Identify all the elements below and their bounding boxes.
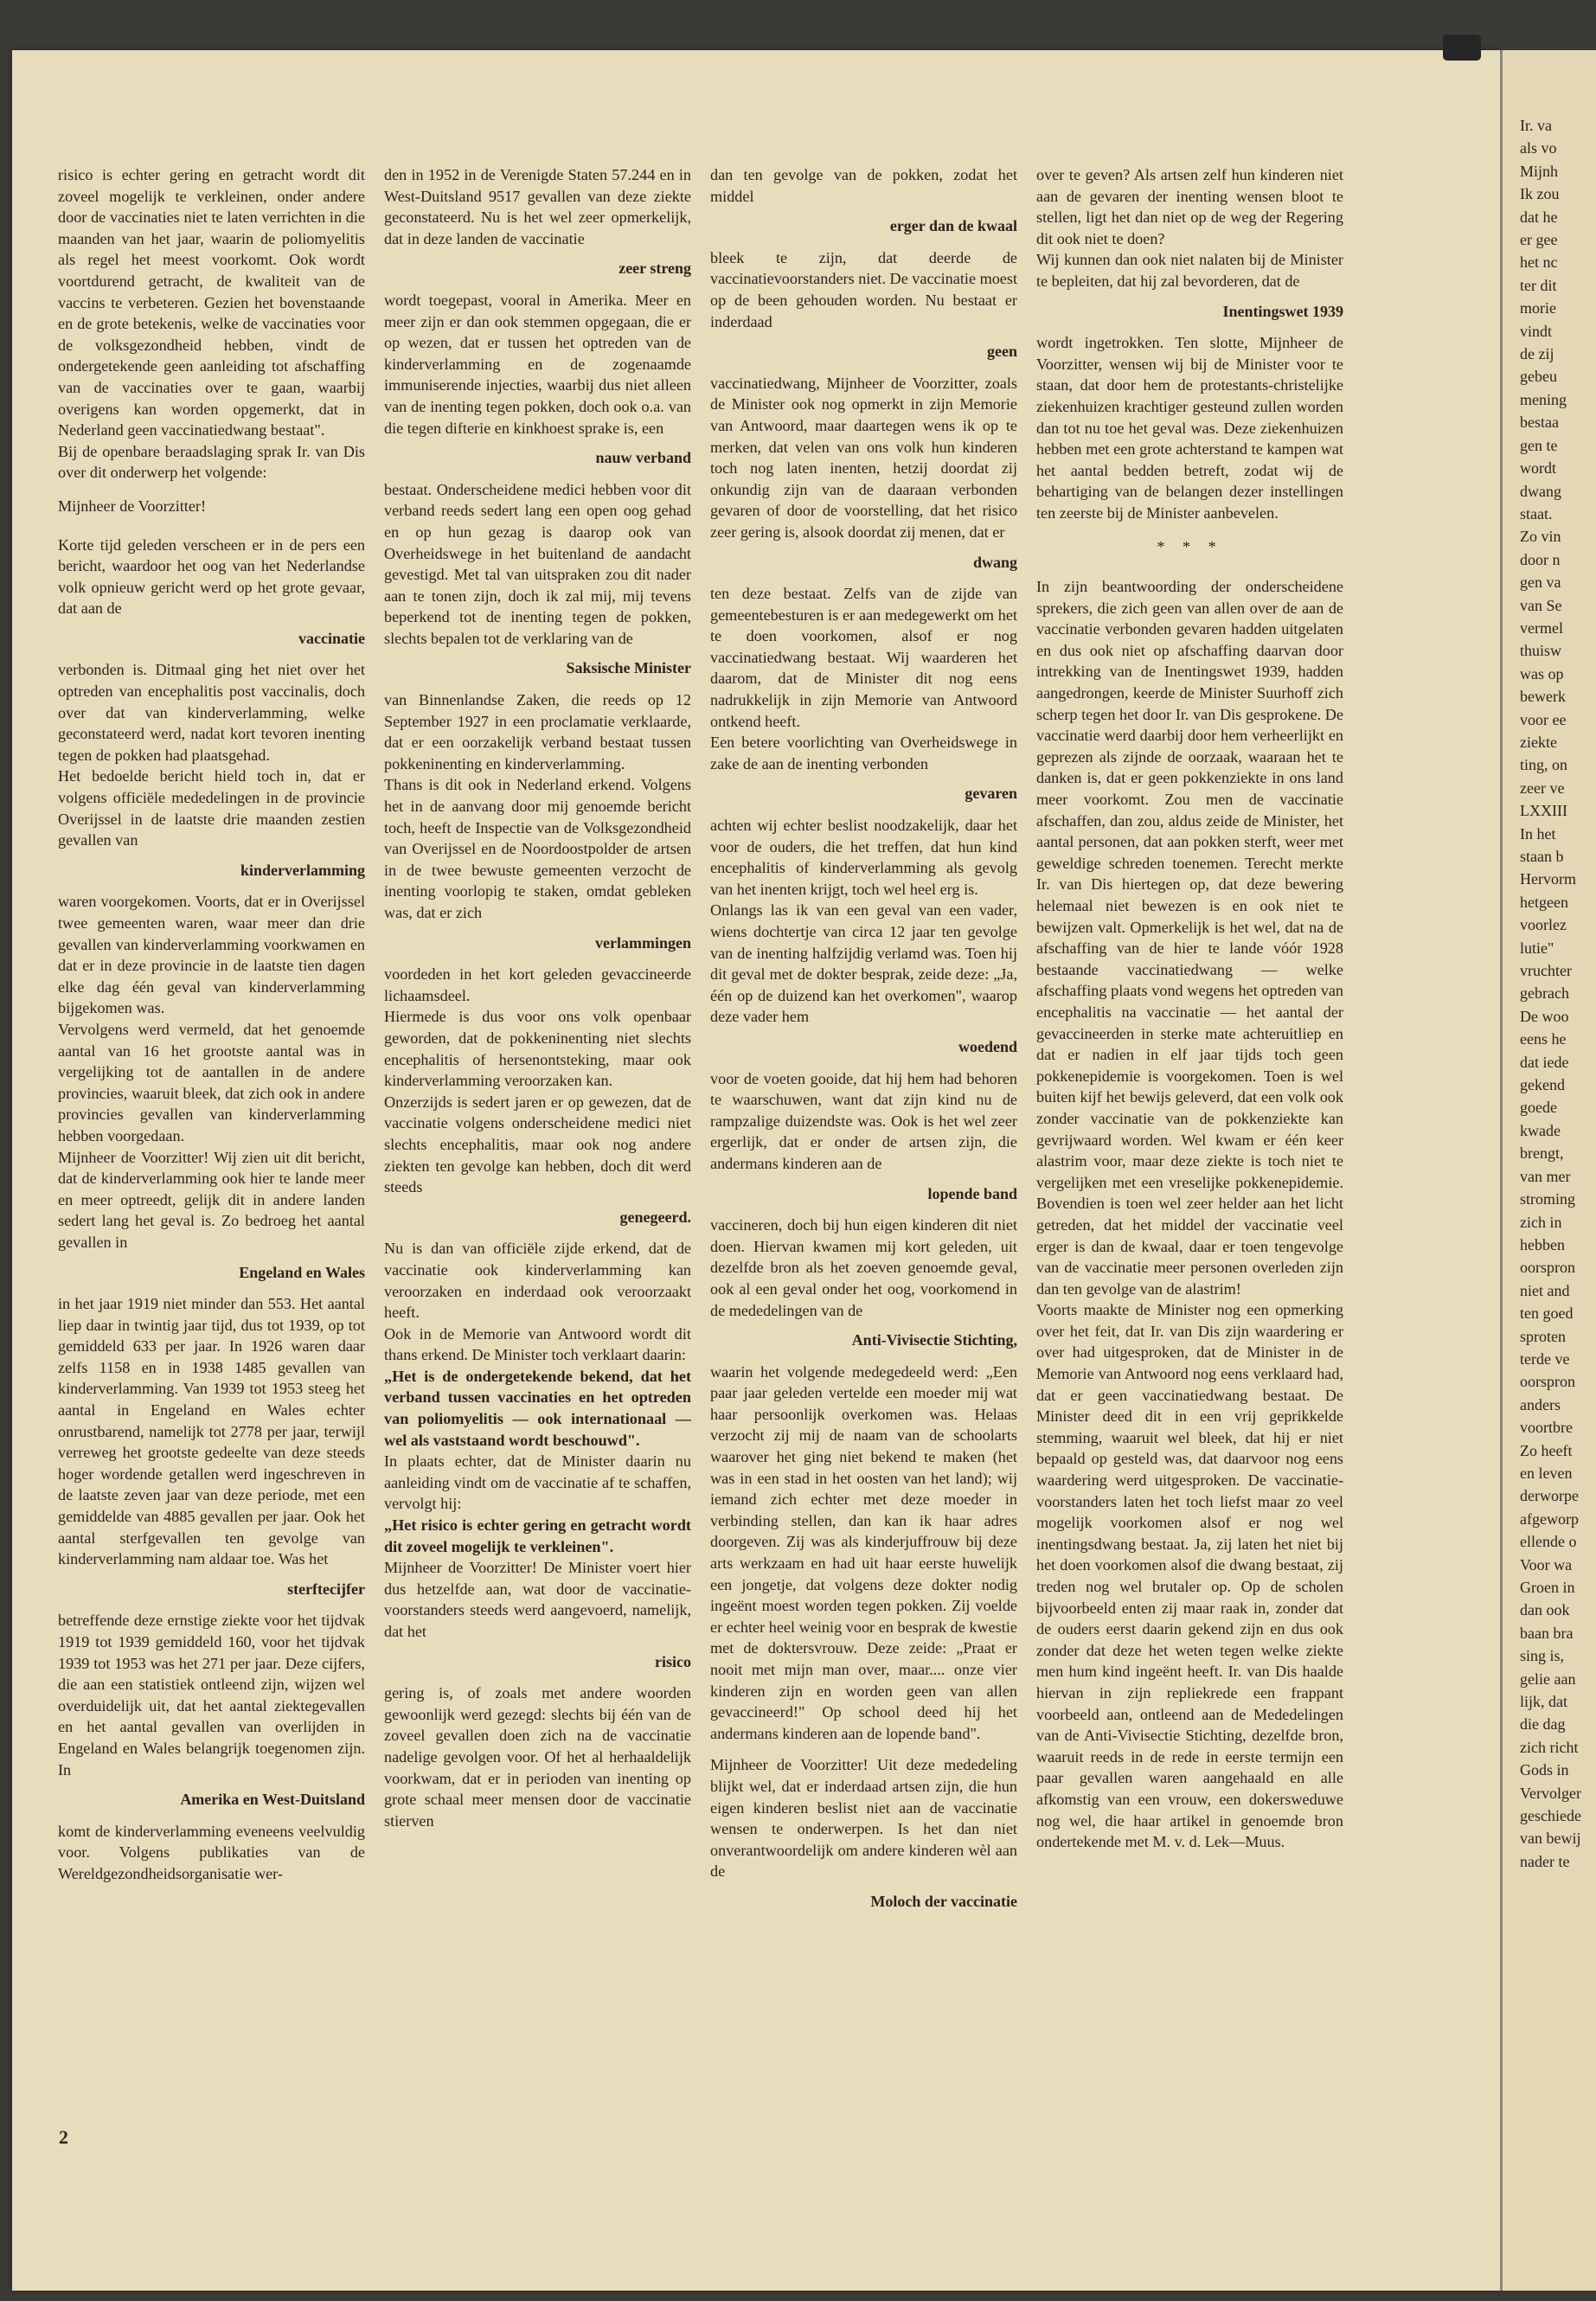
subheading: gevaren xyxy=(965,785,1017,803)
next-page-line: In het xyxy=(1520,824,1556,843)
next-page-line: dwang xyxy=(1520,482,1561,500)
subheading: lopende band xyxy=(927,1184,1017,1202)
next-page-line: door n xyxy=(1520,550,1561,568)
next-page-line: vermel xyxy=(1520,619,1563,637)
next-page-edge xyxy=(1500,50,1596,2291)
column-1 xyxy=(58,164,365,1885)
next-page-line: ter dit xyxy=(1520,276,1557,294)
subheading: verlammingen xyxy=(595,933,691,952)
next-page-line: dat he xyxy=(1520,208,1558,226)
paragraph: vaccinatiedwang, Mijnheer de Voorzitter, zoals de Minister ook nog opmerkt in zijn Memorie van Antwoord, maar daartegen wens ik op te merken, dat velen van ons volk hun kinderen toch nog laten inenten, hetzij doordat zij onkundig zijn van de daaraan verbonden gevaren of door de voorstelling, dat het risico zeer gering is, alsook doordat zij menen, dat er xyxy=(710,374,1017,541)
paragraph: Onlangs las ik van een geval van een vader, wiens dochtertje van circa 12 jaar ten gevolge van de inenting halfzijdig verlamd was. Toen hij dit geval met de dokter besprak, zeide deze: „Ja, één op de duizend kan het overkomen", waarop deze vader hem xyxy=(710,901,1017,1026)
next-page-line: niet and xyxy=(1520,1281,1570,1299)
page-number: 2 xyxy=(59,2126,68,2148)
next-page-line: sproten xyxy=(1520,1327,1566,1345)
paragraph: van Binnenlandse Zaken, die reeds op 12 September 1927 in een proclamatie verklaarde, dat er een oorzakelijk verband bestaat tussen pokkeninenting en kinderverlamming. xyxy=(384,691,691,772)
newspaper-page xyxy=(12,50,1500,2291)
next-page-line: staan b xyxy=(1520,848,1564,865)
next-page-line: ellende o xyxy=(1520,1533,1577,1551)
next-page-line: ten goed xyxy=(1520,1304,1574,1323)
quotation: „Het risico is echter gering en getracht wordt dit zoveel mogelijk te verkleinen". xyxy=(384,1516,691,1555)
next-page-line: dan ook xyxy=(1520,1601,1570,1619)
next-page-line: afgeworp xyxy=(1520,1509,1579,1528)
subheading: nauw verband xyxy=(595,449,691,467)
next-page-line: dat iede xyxy=(1520,1053,1569,1071)
quotation: „Het is de ondergetekende bekend, dat het verband tussen vaccinaties en het optreden van poliomyelitis — ook internationaal — wel als vaststaand wordt beschouwd". xyxy=(384,1367,691,1449)
next-page-line: voortbre xyxy=(1520,1419,1573,1437)
next-page-line: er gee xyxy=(1520,231,1558,249)
next-page-line: van bewij xyxy=(1520,1830,1581,1848)
next-page-line: Mijnh xyxy=(1520,162,1559,180)
next-page-line: lijk, dat xyxy=(1520,1693,1567,1711)
next-page-line: baan bra xyxy=(1520,1624,1574,1642)
next-page-line: anders xyxy=(1520,1395,1561,1413)
paragraph: Een betere voorlichting van Overheidswege in zake de aan de inenting verbonden xyxy=(710,734,1017,772)
next-page-line: stroming xyxy=(1520,1190,1576,1208)
next-page-line: de zij xyxy=(1520,345,1554,363)
next-page-line: brengt, xyxy=(1520,1144,1564,1163)
paragraph: Wij kunnen dan ook niet nalaten bij de Minister te bepleiten, dat hij zal bevorderen, dat de xyxy=(1036,251,1343,290)
subheading: Engeland en Wales xyxy=(239,1263,365,1281)
next-page-line: Hervorm xyxy=(1520,870,1576,888)
subheading: sterftecijfer xyxy=(287,1580,365,1598)
next-page-line: sing is, xyxy=(1520,1647,1565,1665)
next-page-line: Gods in xyxy=(1520,1761,1569,1779)
column-4 xyxy=(1036,164,1343,1853)
paragraph: den in 1952 in de Verenigde Staten 57.244 en in West-Duitsland 9517 gevallen van deze ziekte geconstateerd. Nu is het wel zeer opmerkelijk, dat in deze landen de vaccinatie xyxy=(384,166,691,247)
next-page-line: ziekte xyxy=(1520,733,1557,751)
next-page-fragments xyxy=(1520,114,1596,1873)
paragraph: Nu is dan van officiële zijde erkend, dat de vaccinatie ook kinderverlamming kan veroorzaken en inderdaad ook veroorzaakt heeft. xyxy=(384,1240,691,1322)
subheading: zeer streng xyxy=(619,260,691,278)
next-page-line: gen te xyxy=(1520,436,1558,454)
subheading: Saksische Minister xyxy=(566,659,691,677)
next-page-line: thuisw xyxy=(1520,642,1562,660)
next-page-line: derworpe xyxy=(1520,1487,1579,1505)
paragraph: Vervolgens werd vermeld, dat het genoemde aantal van 16 het grootste aantal was in vergelijking tot de aantallen in de andere provincies, waaruit bleek, dat zich ook in andere provincies gevallen van kinderverlamming hebben voorgedaan. xyxy=(58,1020,365,1144)
paragraph: ten deze bestaat. Zelfs van de zijde van gemeentebesturen is er aan medegewerkt om het te doen voorkomen, alsof er nog vaccinatiedwang bestaat. Wij waarderen het daarom, dat de Minister dit nog eens nadrukkelijk in zijn Memorie van Antwoord ontkend heeft. xyxy=(710,585,1017,730)
next-page-line: goede xyxy=(1520,1099,1557,1117)
subheading: Inentingswet 1939 xyxy=(1222,302,1343,320)
next-page-line: morie xyxy=(1520,299,1556,317)
paragraph: bestaat. Onderscheidene medici hebben voor dit verband reeds sedert lang een open oog gehad en op hun gezag is daarop ook van Overheidswege in het buitenland de aandacht gevestigd. Met tal van uitspraken zou dit nader aan te tonen zijn, doch ik zal mij, mij tevens beperkend tot de inenting tegen de pokken, slechts bepalen tot de verklaring van de xyxy=(384,480,691,647)
subheading: Moloch der vaccinatie xyxy=(870,1892,1017,1910)
next-page-line: oorspron xyxy=(1520,1373,1575,1391)
paragraph: over te geven? Als artsen zelf hun kinderen niet aan de gevaren der inenting wensen bloot te stellen, ligt het dan niet op de weg der Regering dit ook niet te doen? xyxy=(1036,166,1343,247)
next-page-line: staat. xyxy=(1520,504,1553,522)
paragraph: achten wij echter beslist noodzakelijk, daar het voor de ouders, die het treffen, dat hun kind encephalitis of kinderverlamming als gevolg van het inenten krijgt, toch wel heel erg is. xyxy=(710,817,1017,898)
subheading: Amerika en West-Duitsland xyxy=(180,1791,365,1809)
next-page-line: Groen in xyxy=(1520,1579,1575,1596)
next-page-line: Ik zou xyxy=(1520,185,1560,203)
next-page-line: Zo heeft xyxy=(1520,1441,1573,1459)
next-page-line: van Se xyxy=(1520,596,1562,614)
next-page-line: Voor wa xyxy=(1520,1555,1573,1574)
subheading: dwang xyxy=(972,553,1017,571)
next-page-line: bestaa xyxy=(1520,413,1559,432)
next-page-line: die dag xyxy=(1520,1715,1566,1734)
paragraph: betreffende deze ernstige ziekte voor het tijdvak 1919 tot 1939 gemiddeld 160, voor het tijdvak 1939 tot 1953 was het 271 per jaar. Deze cijfers, die aan een statistiek ontleend zijn, wijzen wel overduidelijk uit, dat het aantal ziektegevallen en het aantal gevallen van overlijden in Engeland en Wales belangrijk toegenomen zijn. In xyxy=(58,1612,365,1779)
subheading: kinderverlamming xyxy=(240,861,365,879)
salutation: Mijnheer de Voorzitter! xyxy=(58,497,207,515)
paragraph: voor de voeten gooide, dat hij hem had behoren te waarschuwen, want dat zijn kind nu de rampzalige duizendste was. Ook is het wel zeer ergerlijk, dat er onder de artsen zijn, die andermans kinderen aan de xyxy=(710,1069,1017,1172)
paragraph: Mijnheer de Voorzitter! Wij zien uit dit bericht, dat de kinderverlamming ook hier te lande meer en meer optreedt, gelijk dit in andere landen sedert lang het geval is. Zo bedroeg het aantal gevallen in xyxy=(58,1148,365,1251)
paragraph: Het bedoelde bericht hield toch in, dat er volgens officiële mededelingen in de provincie Overijssel in de laatste drie maanden zestien gevallen van xyxy=(58,767,365,849)
paragraph: Voorts maakte de Minister nog een opmerking over het feit, dat Ir. van Dis zijn waardering er over had uitgesproken, dat de Minister in de Memorie van Antwoord nog eens verklaard had, dat er geen vaccinatiedwang bestaat. De Minister deed dit in een vrij geprikkelde stemming, waaruit wel bleek, dat hij er niet bepaald op gesteld was, dat daarvoor nog eens waardering werd uitgesproken. De vaccinatie-voorstanders laten het toch liefst maar zo veel mogelijk voorkomen alsof er nog wel inentingsdwang bestaat. Ja, zij laten het niet bij het doen voorkomen alsof die dwang bestaat, zij treden nog wel brutaler op. Op de scholen bijvoorbeeld enten zij maar raak in, zonder dat de ouders eerst daarin gekend zijn en dus ook zonder dat deze het weten tegen welke ziekte men hum kind ingeënt heeft. Ir. van Dis haalde hiervan in zijn repliekrede een frappant voorbeeld aan, ontleend aan de Mededelingen van de Anti-Vivisectie Stichting, dezelfde bron, waaruit reeds in de rede in eerste termijn een paar gevallen waren aangehaald en alle afkomstig van een vrouw, een dokersweduwe nog wel, die haar artikel in genoemde bron ondertekende met M. v. d. Lek—Muus. xyxy=(1036,1301,1343,1851)
next-page-line: vruchter xyxy=(1520,962,1572,980)
paragraph: In plaats echter, dat de Minister daarin nu aanleiding vindt om de vaccinatie af te schaffen, vervolgt hij: xyxy=(384,1452,691,1513)
column-3 xyxy=(710,164,1017,1923)
next-page-line: voorlez xyxy=(1520,916,1567,934)
paragraph: wordt ingetrokken. Ten slotte, Mijnheer de Voorzitter, wensen wij bij de Minister voor te staan, dat door hem de protestants-christelijke ziekenhuizen krachtiger gesteund zullen worden dan tot nu toe het geval was. Deze ziekenhuizen hebben met een grote achterstand te kampen wat het aantal bedden betreft, zodat wij de behartiging van de belangen dezer instellingen ten zeerste bij de Minister aanbevelen. xyxy=(1036,334,1343,522)
next-page-line: ting, on xyxy=(1520,756,1568,774)
next-page-line: van mer xyxy=(1520,1167,1571,1185)
next-page-line: mening xyxy=(1520,390,1567,408)
paragraph: Ook in de Memorie van Antwoord wordt dit thans erkend. De Minister toch verklaart daarin: xyxy=(384,1324,691,1364)
next-page-line: LXXIII xyxy=(1520,802,1567,820)
paragraph: waren voorgekomen. Voorts, dat er in Overijssel twee gemeenten waren, waar meer dan drie gevallen van kinderverlamming voorkwamen en dat er in deze provincie in de laatste tien dagen elke dag één geval van kinderverlamming bijgekomen was. xyxy=(58,893,365,1017)
subheading: geen xyxy=(987,343,1017,361)
next-page-line: zich richt xyxy=(1520,1738,1579,1756)
next-page-line: gen va xyxy=(1520,574,1561,592)
paragraph: vaccineren, doch bij hun eigen kinderen dit niet doen. Hiervan kwamen mij kort geleden, uit dezelfde bron als het zoeven genoemde geval, ook al een geval onder het oog, voorkomend in de mededelingen van de xyxy=(710,1216,1017,1319)
paragraph: komt de kinderverlamming eveneens veelvuldig voor. Volgens publikaties van de Wereldgezondheidsorganisatie wer- xyxy=(58,1822,365,1882)
next-page-line: voor ee xyxy=(1520,710,1567,728)
paragraph: wordt toegepast, vooral in Amerika. Meer en meer zijn er dan ook stemmen opgegaan, die er op wezen, dat er tussen het optreden van de kinderverlamming en de zogenaamde immuniserende injecties, waarbij dus niet alleen van de inenting tegen pokken, doch ook o.a. van die tegen difterie en kinkhoest sprake is, een xyxy=(384,291,691,437)
next-page-line: oorspron xyxy=(1520,1259,1575,1277)
subheading: woedend xyxy=(958,1037,1017,1055)
next-page-line: gebrach xyxy=(1520,984,1569,1003)
next-page-line: lutie" xyxy=(1520,939,1554,957)
paragraph: risico is echter gering en getracht wordt dit zoveel mogelijk te verkleinen, onder andere door de vaccinaties niet te laten verrichten in die maanden van het jaar, waarin de poliomyelitis als regel het meest voorkomt. Ook wordt voortdurend getracht, de kwaliteit van de vaccins te verbeteren. Gezien het bovenstaande en de grote betekenis, welke de vaccinaties voor de volksgezondheid hebben, vindt de ondergetekende geen aanleiding tot afschaffing van de vaccinaties over te gaan, waarbij overigens kan worden opgemerkt, dat in Nederland geen vaccinatiedwang bestaat". xyxy=(58,166,365,439)
next-page-line: vindt xyxy=(1520,322,1553,340)
next-page-line: als vo xyxy=(1520,139,1557,157)
next-page-line: het nc xyxy=(1520,253,1558,272)
next-page-line: terde ve xyxy=(1520,1349,1570,1368)
next-page-line: nader te xyxy=(1520,1852,1570,1870)
next-page-line: De woo xyxy=(1520,1007,1569,1025)
paragraph: Korte tijd geleden verscheen er in de pers een bericht, waardoor het oog van het Nederlandse volk opnieuw gericht werd op het grote gevaar, dat aan de xyxy=(58,535,365,618)
next-page-line: hetgeen xyxy=(1520,893,1568,911)
paragraph: gering is, of zoals met andere woorden gewoonlijk werd gezegd: slechts bij één van de zoveel gevallen doen zich na de vaccinatie nadelige gevolgen voor. Of het al herhaaldelijk voorkwam, dat er in perioden van inenting op grote schaal meer mensen door de vaccinatie stierven xyxy=(384,1684,691,1830)
subheading: erger dan de kwaal xyxy=(889,217,1017,235)
subheading: Anti-Vivisectie Stichting, xyxy=(851,1331,1017,1349)
paragraph: Thans is dit ook in Nederland erkend. Volgens het in de aanvang door mij genoemde bericht toch, heeft de Inspectie van de Volksgezondheid van Overijssel en de Noordoostpolder de artsen in de twee bewuste gemeenten verzocht de inenting voorlopig te staken, omdat gebleken was, dat er zich xyxy=(384,776,691,921)
subheading: risico xyxy=(655,1652,691,1670)
next-page-line: Vervolger xyxy=(1520,1784,1581,1802)
next-page-line: bewerk xyxy=(1520,688,1566,706)
next-page-line: gekend xyxy=(1520,1076,1565,1094)
paragraph: Mijnheer de Voorzitter! Uit deze mededeling blijkt wel, dat er inderdaad artsen zijn, die hun eigen kinderen beslist niet aan de vaccinatie wensen te onderwerpen. Is het dan niet onverantwoordelijk om andere kinderen wèl aan de xyxy=(710,1756,1017,1881)
next-page-line: geschiede xyxy=(1520,1807,1581,1825)
paragraph: In zijn beantwoording der onderscheidene sprekers, die zich geen van allen over de aan de vaccinatie verbonden gevaren hadden uitgelaten en dus ook niet op afschaffing daarvan door intrekking van de Inentingswet 1939, hadden aangedrongen, keerde de Minister Suurhoff zich scherp tegen het door Ir. van Dis gesprokene. De vaccinatie werd daarbij door hem verheerlijkt en geprezen als zijnde de oorzaak, waaraan het te danken is, dat er geen pokkenziekte in ons land meer voorkomt. Zou men de vaccinatie afschaffen, dan zou, aldus zeide de Minister, het aantal personen, dat aan pokken sterft, weer met geweldige schreden toenemen. Terecht merkte Ir. van Dis hiertegen op, dat deze bewering helemaal niet bewezen is en ook niet te bewijzen valt. Opmerkelijk is het wel, dat na de afschaffing van de hier te lande vóór 1928 bestaande vaccinatiedwang — welke afschaffing plaats vond wegens het optreden van encephalitis na vaccinatie — het aantal der gevaccineerden in sterke mate achteruitliep en dat er nadien in elf jaar tijds toch geen pokkenepidemie is voorgekomen. Toen is wel buiten kijf het bewijs geleverd, dat een volk ook zonder vaccinatie van de pokkenziekte kan gevrijwaard worden. Wel kwam er één keer alastrim voor, maar deze ziekte is toch niet te vergelijken met een vreselijke pokkenepidemie. Bovendien is toen wel zeer helder aan het licht getreden, dat het middel der vaccinatie veel erger is dan de kwaal, daar er toen tengevolge van de vaccinatie meer personen overleden zijn dan ten gevolge van de alastrim! xyxy=(1036,578,1343,1298)
paragraph: verbonden is. Ditmaal ging het niet over het optreden van encephalitis post vaccinalis, doch over dat van kinderverlamming, welke geconstateerd werd, nadat kort tevoren inenting tegen de pokken had plaatsgehad. xyxy=(58,661,365,764)
paragraph: voordeden in het kort geleden gevaccineerde lichaamsdeel. xyxy=(384,965,691,1004)
next-page-line: kwade xyxy=(1520,1121,1561,1139)
subheading: genegeerd. xyxy=(619,1208,691,1226)
next-page-line: wordt xyxy=(1520,459,1556,478)
next-page-line: was op xyxy=(1520,664,1564,683)
next-page-line: Zo vin xyxy=(1520,528,1561,546)
next-page-line: zeer ve xyxy=(1520,779,1565,797)
paragraph: bleek te zijn, dat deerde de vaccinatievoorstanders niet. De vaccinatie moest op de been gehouden worden. Nu bestaat er inderdaad xyxy=(710,248,1018,330)
next-page-line: Ir. va xyxy=(1520,117,1552,134)
paragraph: Bij de openbare beraadslaging sprak Ir. van Dis over dit onderwerp het volgende: xyxy=(58,442,365,482)
paragraph: Hiermede is dus voor ons volk openbaar geworden, dat de pokkeninenting niet slechts encephalitis of hersenontsteking, maar ook kinderverlamming veroorzaken kan. xyxy=(384,1008,691,1090)
column-2 xyxy=(384,164,691,1831)
paragraph: dan ten gevolge van de pokken, zodat het middel xyxy=(710,166,1017,205)
subheading: vaccinatie xyxy=(298,629,365,647)
next-page-line: en leven xyxy=(1520,1464,1573,1482)
next-page-line: eens he xyxy=(1520,1030,1567,1048)
next-page-line: gelie aan xyxy=(1520,1670,1576,1688)
next-page-line: zich in xyxy=(1520,1213,1562,1231)
binder-tab xyxy=(1443,35,1481,61)
section-divider: * * * xyxy=(1157,537,1223,555)
paragraph: waarin het volgende medegedeeld werd: „Een paar jaar geleden vertelde een moeder mij wat haar persoonlijk overkomen was. Helaas verzocht zij mij de naam van de schoolarts waarover het ging niet bekend te maken (het was in een stad in het oosten van het land); wij iemand zich echter met deze moeder in verbinding stellen, dan kan ik haar adres doorgeven. Zij was als kinderjuffrouw bij deze arts werkzaam en had uit haar eerste huwelijk een jongetje, dat volgens deze dokter nodig ingeënt moest worden tegen pokken. Zij voelde er echter heel weinig voor en besprak de kwestie met de doktersvrouw. Deze zeide: „Praat er nooit met mijn man over, maar.... onze vier kinderen zijn en worden geen van allen gevaccineerd!" Op school deed hij het andermans kinderen aan de lopende band". xyxy=(710,1362,1017,1742)
paragraph: Onzerzijds is sedert jaren er op gewezen, dat de vaccinatie volgens onderscheidene medici niet slechts encephalitis, maar ook nog andere ziekten ten gevolge kan hebben, doch dit werd steeds xyxy=(384,1093,691,1196)
paragraph: in het jaar 1919 niet minder dan 553. Het aantal liep daar in twintig jaar tijd, dus tot 1939, op tot gemiddeld 633 per jaar. In 1926 waren daar zelfs 1158 en in 1938 1485 gevallen van kinderverlamming. Van 1939 tot 1953 steeg het aantal in Engeland en Wales echter onrustbarend, namelijk tot 2778 per jaar, terwijl verreweg het grootste gedeelte van deze steeds hoger wordende getallen werd ingeschreven in de laatste zeven jaar van deze periode, met een gemiddelde van 4885 gevallen per jaar. Ook het aantal sterfgevallen ten gevolge van kinderverlamming nam aldaar toe. Was het xyxy=(58,1295,365,1568)
next-page-line: hebben xyxy=(1520,1235,1565,1253)
next-page-line: gebeu xyxy=(1520,368,1557,386)
paragraph: Mijnheer de Voorzitter! De Minister voert hier dus hetzelfde aan, wat door de vaccinatie-voorstanders steeds werd aangevoerd, namelijk, dat het xyxy=(384,1559,691,1640)
